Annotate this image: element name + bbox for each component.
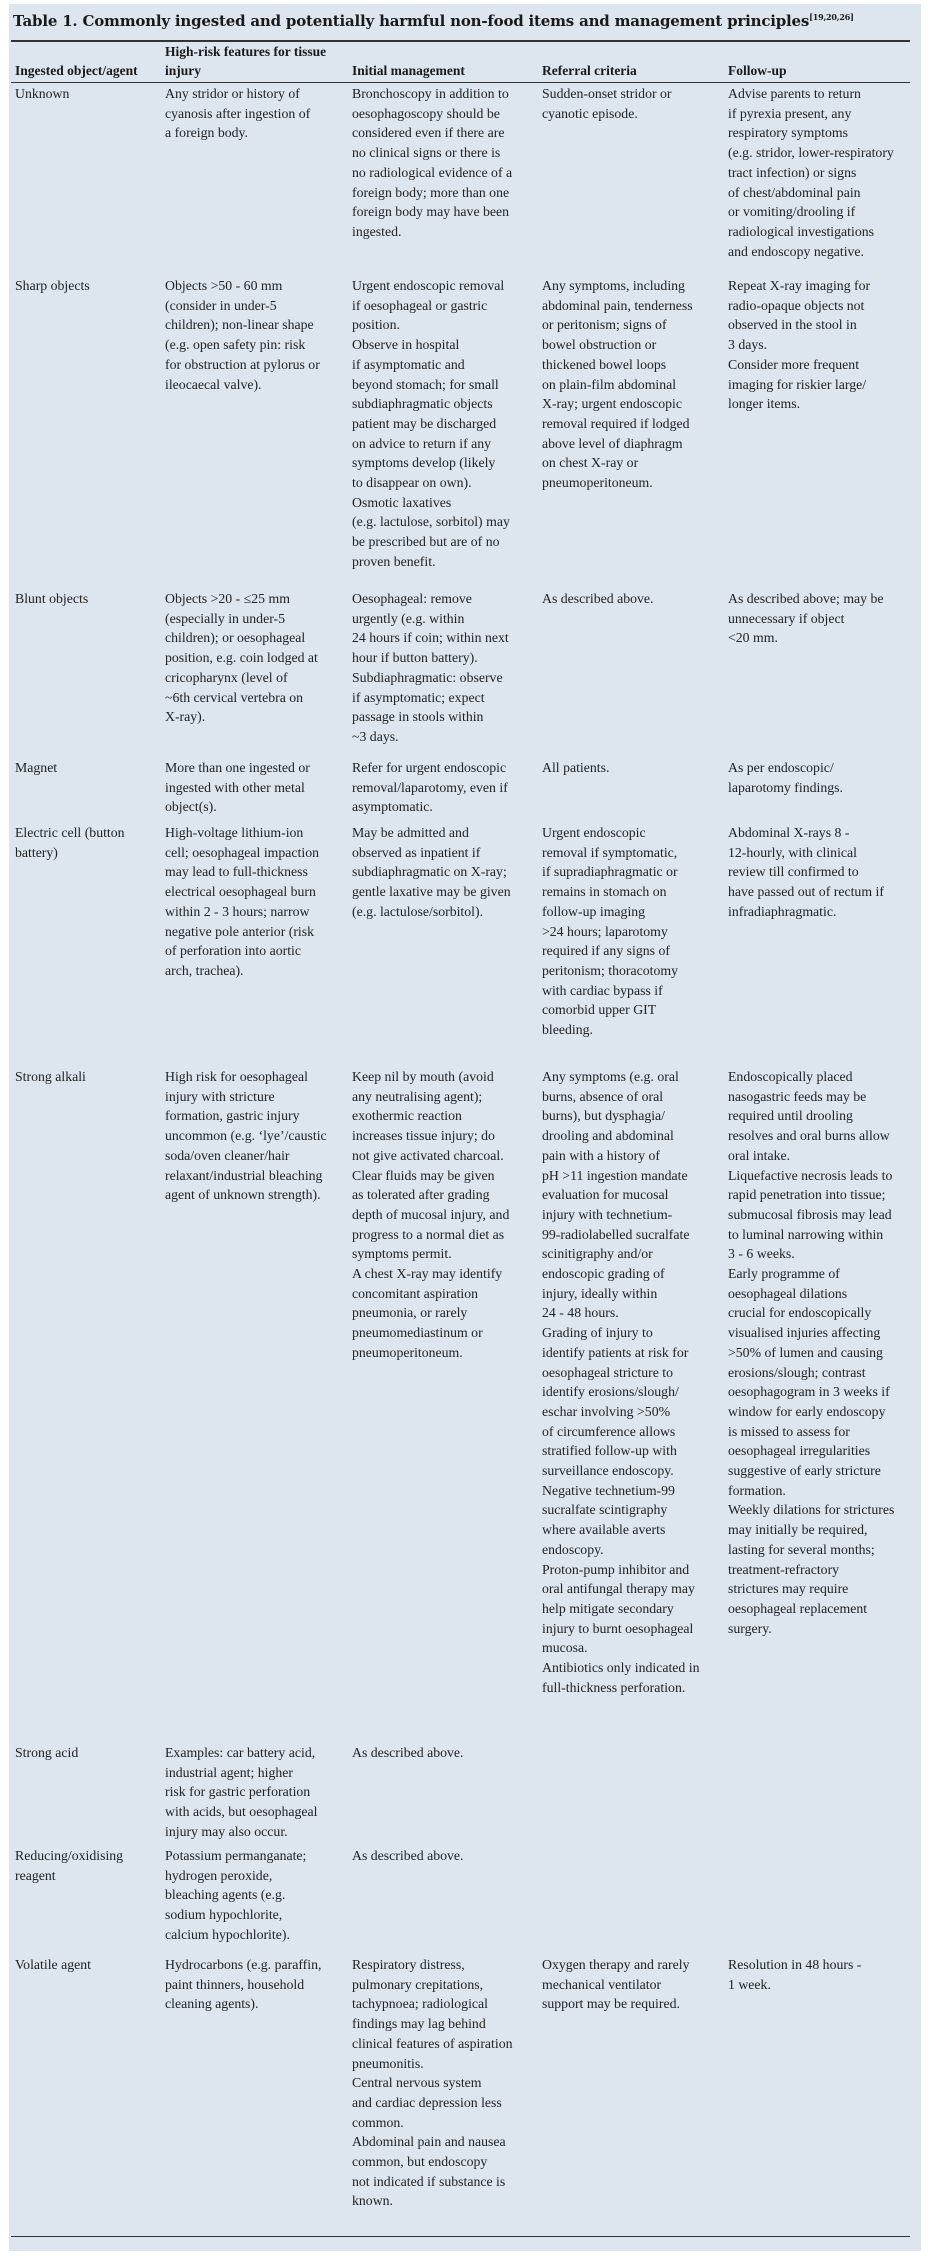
row-blunt-initial: Oesophageal: remove urgently (e.g. within 24 hours if coin; within next hour if button battery). Subdiaphragmatic: observe if asymptomatic; expect passage in stools within ~3 days. [352,591,509,744]
row-volatile-referral: Oxygen therapy and rarely mechanical ventilator support may be required. [542,1957,690,2012]
table-citation: [19,20,26] [809,12,854,22]
row-alkali-initial: Keep nil by mouth (avoid any neutralising agent); exothermic reaction increases tissue injury; do not give activated charcoal. Clear fluids may be given as tolerated after grading depth of mucosal injury, and progress to a normal diet as symptoms permit. A chest X-ray may identify concomitant aspiration pneumonia, or rarely pneumomediastinum or pneumoperitoneum. [352,1069,510,1360]
row-sharp-referral: Any symptoms, including abdominal pain, tenderness or peritonism; signs of bowel obstruction or thickened bowel loops on plain-film abdominal X-ray; urgent endoscopic removal required if lodged above level of diaphragm on chest X-ray or pneumoperitoneum. [542,278,693,491]
row-acid-risk: Examples: car battery acid, industrial agent; higher risk for gastric perforation with acids, but oesophageal injury may also occur. [165,1745,318,1839]
row-reagent-initial: As described above. [352,1848,464,1863]
table-top-rule [11,40,910,42]
row-unknown-agent: Unknown [15,86,70,101]
row-sharp-initial: Urgent endoscopic removal if oesophageal or gastric position. Observe in hospital if asymptomatic and beyond stomach; for small subdiaphragmatic objects patient may be discharged on advice to return if any symptoms develop (likely to disappear on own). Osmotic laxatives (e.g. lactulose, sorbitol) may be prescribed but are of no proven benefit. [352,278,510,569]
row-battery-agent: Electric cell (button battery) [15,825,125,860]
table-bottom-rule [11,2236,910,2237]
row-acid-agent: Strong acid [15,1745,79,1760]
row-blunt-agent: Blunt objects [15,591,89,606]
row-blunt-referral: As described above. [542,591,654,606]
row-alkali-followup: Endoscopically placed nasogastric feeds may be required until drooling resolves and oral burns allow oral intake. Liquefactive necrosis leads to rapid penetration into tissue; submucosal fibrosis may lead to luminal narrowing within 3 - 6 weeks. Early programme of oesophageal dilations crucial for endoscopically visualised injuries affecting >50% of lumen and causing erosions/slough; contrast oesophagogram in 3 weeks if window for early endoscopy is missed to assess for oesophageal irregularities suggestive of early stricture formation. Weekly dilations for strictures may initially be required, lasting for several months; treatment-refractory strictures may require oesophageal replacement surgery. [728,1069,895,1636]
row-alkali-agent: Strong alkali [15,1069,86,1084]
row-reagent-agent: Reducing/oxidising reagent [15,1848,124,1883]
row-battery-referral: Urgent endoscopic removal if symptomatic, if supradiaphragmatic or remains in stomach on follow-up imaging >24 hours; laparotomy required if any signs of peritonism; thoracotomy with cardiac bypass if comorbid upper GIT bleeding. [542,825,679,1038]
row-unknown-followup: Advise parents to return if pyrexia present, any respiratory symptoms (e.g. stridor, lower-respiratory tract infection) or signs of chest/abdominal pain or vomiting/drooling if radiological investigations and endoscopy negative. [728,86,894,259]
row-volatile-agent: Volatile agent [15,1957,91,1972]
row-acid-initial: As described above. [352,1745,464,1760]
row-blunt-risk: Objects >20 - ≤25 mm (especially in under-5 children); or oesophageal position, e.g. coin lodged at cricopharynx (level of ~6th cervical vertebra on X-ray). [165,591,318,725]
row-volatile-risk: Hydrocarbons (e.g. paraffin, paint thinners, household cleaning agents). [165,1957,322,2012]
row-unknown-referral: Sudden-onset stridor or cyanotic episode. [542,86,672,121]
row-alkali-risk: High risk for oesophageal injury with stricture formation, gastric injury uncommon (e.g. ‘lye’/caustic soda/oven cleaner/hair relaxant/industrial bleaching agent of unknown strength). [165,1069,327,1203]
row-unknown-initial: Bronchoscopy in addition to oesophagoscopy should be considered even if there are no clinical signs or there is no radiological evidence of a foreign body; more than one foreign body may have been ingested. [352,86,513,239]
row-blunt-followup: As described above; may be unnecessary if object <20 mm. [728,591,884,646]
row-sharp-agent: Sharp objects [15,278,90,293]
table-title-text: Table 1. Commonly ingested and potentially harmful non-food items and management principles [13,12,810,30]
row-volatile-followup: Resolution in 48 hours - 1 week. [728,1957,862,1992]
row-sharp-followup: Repeat X-ray imaging for radio-opaque objects not observed in the stool in 3 days. Consider more frequent imaging for riskier large/ longer items. [728,278,871,412]
row-volatile-initial: Respiratory distress, pulmonary crepitations, tachypnoea; radiological findings may lag behind clinical features of aspiration pneumonitis. Central nervous system and cardiac depression less common. Abdominal pain and nausea common, but endoscopy not indicated if substance is known. [352,1957,513,2209]
table-header-rule [11,82,910,83]
row-sharp-risk: Objects >50 - 60 mm (consider in under-5 children); non-linear shape (e.g. open safety pin: risk for obstruction at pylorus or ileocaecal valve). [165,278,320,392]
row-alkali-referral: Any symptoms (e.g. oral burns, absence of oral burns), but dysphagia/ drooling and abdominal pain with a history of pH >11 ingestion mandate evaluation for mucosal injury with technetium- 99-radiolabelled sucralfate scinitigraphy and/or endoscopic grading of injury, ideally within 24 - 48 hours. Grading of injury to identify patients at risk for oesophageal stricture to identify erosions/slough/ eschar involving >50% of circumference allows stratified follow-up with surveillance endoscopy. Negative technetium-99 sucralfate scintigraphy where available averts endoscopy. Proton-pump inhibitor and oral antifungal therapy may help mitigate secondary injury to burnt oesophageal mucosa. Antibiotics only indicated in full-thickness perforation. [542,1069,700,1695]
row-reagent-risk: Potassium permanganate; hydrogen peroxide, bleaching agents (e.g. sodium hypochlorite, calcium hypochlorite). [165,1848,307,1942]
header-initial-management: Initial management [352,63,465,78]
header-referral-criteria: Referral criteria [542,63,637,78]
row-battery-risk: High-voltage lithium-ion cell; oesophageal impaction may lead to full-thickness electrical oesophageal burn within 2 - 3 hours; narrow negative pole anterior (risk of perforation into aortic arch, trachea). [165,825,320,978]
header-high-risk-features: High-risk features for tissue injury [165,44,327,78]
row-battery-initial: May be admitted and observed as inpatient if subdiaphragmatic on X-ray; gentle laxative may be given (e.g. lactulose/sorbitol). [352,825,511,919]
header-follow-up: Follow-up [728,63,787,78]
row-unknown-risk: Any stridor or history of cyanosis after ingestion of a foreign body. [165,86,311,141]
row-battery-followup: Abdominal X-rays 8 - 12-hourly, with clinical review till confirmed to have passed out of rectum if infradiaphragmatic. [728,825,884,919]
row-magnet-referral: All patients. [542,760,610,775]
row-magnet-agent: Magnet [15,760,58,775]
row-magnet-followup: As per endoscopic/ laparotomy findings. [728,760,843,795]
row-magnet-risk: More than one ingested or ingested with other metal object(s). [165,760,310,815]
table-title [13,12,854,30]
row-magnet-initial: Refer for urgent endoscopic removal/laparotomy, even if asymptomatic. [352,760,508,815]
header-ingested-agent: Ingested object/agent [15,63,138,78]
